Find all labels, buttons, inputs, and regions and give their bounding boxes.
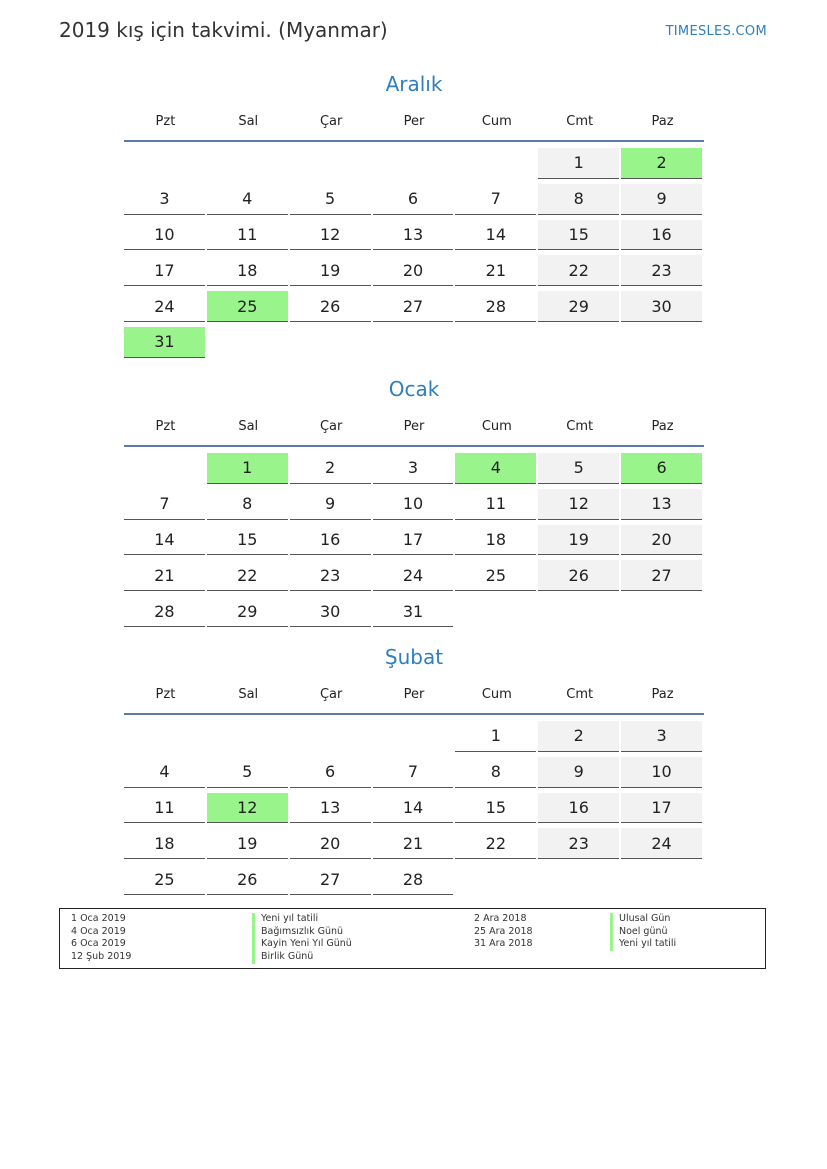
day-cell: 23 bbox=[538, 828, 619, 859]
day-cell: 26 bbox=[538, 560, 619, 591]
day-cell: 27 bbox=[373, 291, 454, 322]
empty-cell bbox=[124, 721, 205, 752]
day-cell: 22 bbox=[538, 255, 619, 286]
empty-cell bbox=[124, 148, 205, 179]
weekday-label: Cum bbox=[481, 419, 512, 434]
day-cell: 5 bbox=[538, 453, 619, 484]
day-grid bbox=[124, 451, 704, 630]
day-cell: 19 bbox=[207, 828, 288, 859]
empty-cell bbox=[207, 148, 288, 179]
month-calendar bbox=[124, 643, 704, 898]
day-cell: 28 bbox=[124, 596, 205, 627]
header-divider bbox=[124, 445, 704, 447]
month-title: Şubat bbox=[384, 645, 444, 669]
day-cell: 21 bbox=[455, 255, 536, 286]
weekday-label: Cmt bbox=[566, 687, 594, 702]
weekday-label: Sal bbox=[238, 114, 259, 129]
holiday-day-cell: 1 bbox=[207, 453, 288, 484]
weekday-header bbox=[124, 417, 704, 437]
day-cell: 19 bbox=[290, 255, 371, 286]
weekday-label: Per bbox=[403, 114, 425, 129]
day-cell: 22 bbox=[455, 828, 536, 859]
day-cell: 30 bbox=[290, 596, 371, 627]
holiday-legend bbox=[59, 908, 766, 969]
day-cell: 26 bbox=[290, 291, 371, 322]
legend-date: 2 Ara 2018 bbox=[474, 913, 527, 924]
empty-cell bbox=[207, 721, 288, 752]
day-cell: 7 bbox=[124, 489, 205, 520]
day-cell: 28 bbox=[455, 291, 536, 322]
holiday-day-cell: 6 bbox=[621, 453, 702, 484]
day-cell: 25 bbox=[124, 864, 205, 895]
day-cell: 19 bbox=[538, 525, 619, 556]
legend-holiday-name: Yeni yıl tatili bbox=[252, 913, 352, 926]
day-cell: 25 bbox=[455, 560, 536, 591]
day-cell: 16 bbox=[290, 525, 371, 556]
legend-date: 6 Oca 2019 bbox=[71, 938, 126, 950]
weekday-label: Pzt bbox=[155, 114, 176, 129]
day-cell: 21 bbox=[373, 828, 454, 859]
empty-cell bbox=[373, 148, 454, 179]
legend-holiday-name: Birlik Günü bbox=[252, 951, 352, 964]
day-cell: 9 bbox=[290, 489, 371, 520]
legend-dates-left bbox=[71, 913, 131, 964]
weekday-header bbox=[124, 112, 704, 132]
empty-cell bbox=[124, 453, 205, 484]
day-cell: 16 bbox=[621, 220, 702, 251]
day-cell: 24 bbox=[124, 291, 205, 322]
day-cell: 1 bbox=[455, 721, 536, 752]
day-cell: 12 bbox=[538, 489, 619, 520]
day-cell: 7 bbox=[373, 757, 454, 788]
weekday-label: Paz bbox=[651, 687, 674, 702]
day-cell: 10 bbox=[124, 220, 205, 251]
weekday-label: Sal bbox=[238, 687, 259, 702]
holiday-day-cell: 25 bbox=[207, 291, 288, 322]
day-cell: 20 bbox=[290, 828, 371, 859]
weekday-label: Pzt bbox=[155, 687, 176, 702]
legend-holiday-name: Yeni yıl tatili bbox=[610, 938, 676, 951]
legend-holiday-name: Noel günü bbox=[610, 926, 676, 939]
weekday-label: Cum bbox=[481, 114, 512, 129]
holiday-day-cell: 31 bbox=[124, 327, 205, 358]
day-cell: 17 bbox=[373, 525, 454, 556]
weekday-label: Cum bbox=[481, 687, 512, 702]
day-cell: 23 bbox=[290, 560, 371, 591]
day-cell: 27 bbox=[290, 864, 371, 895]
day-cell: 27 bbox=[621, 560, 702, 591]
day-cell: 11 bbox=[124, 793, 205, 824]
day-cell: 13 bbox=[621, 489, 702, 520]
day-cell: 26 bbox=[207, 864, 288, 895]
legend-dates-right bbox=[474, 913, 533, 951]
page-title: 2019 kış için takvimi. (Myanmar) bbox=[59, 18, 388, 42]
day-cell: 10 bbox=[373, 489, 454, 520]
day-cell: 3 bbox=[373, 453, 454, 484]
day-cell: 30 bbox=[621, 291, 702, 322]
day-cell: 22 bbox=[207, 560, 288, 591]
header-divider bbox=[124, 713, 704, 715]
day-cell: 3 bbox=[621, 721, 702, 752]
weekday-label: Pzt bbox=[155, 419, 176, 434]
day-cell: 8 bbox=[455, 757, 536, 788]
day-cell: 6 bbox=[373, 184, 454, 215]
empty-cell bbox=[373, 721, 454, 752]
legend-date: 25 Ara 2018 bbox=[474, 925, 533, 937]
weekday-label: Sal bbox=[238, 419, 259, 434]
month-calendar bbox=[124, 375, 704, 630]
holiday-day-cell: 12 bbox=[207, 793, 288, 824]
weekday-label: Çar bbox=[319, 114, 343, 129]
weekday-label: Paz bbox=[651, 419, 674, 434]
header-divider bbox=[124, 140, 704, 142]
legend-holiday-name: Ulusal Gün bbox=[610, 913, 676, 926]
day-cell: 20 bbox=[621, 525, 702, 556]
day-cell: 24 bbox=[373, 560, 454, 591]
day-cell: 18 bbox=[455, 525, 536, 556]
day-cell: 17 bbox=[124, 255, 205, 286]
legend-holiday-name: Bağımsızlık Günü bbox=[252, 926, 352, 939]
day-cell: 5 bbox=[290, 184, 371, 215]
empty-cell bbox=[290, 721, 371, 752]
day-grid bbox=[124, 719, 704, 898]
day-cell: 16 bbox=[538, 793, 619, 824]
day-cell: 15 bbox=[538, 220, 619, 251]
legend-date: 4 Oca 2019 bbox=[71, 925, 126, 937]
day-cell: 8 bbox=[538, 184, 619, 215]
day-cell: 28 bbox=[373, 864, 454, 895]
day-cell: 14 bbox=[124, 525, 205, 556]
day-cell: 7 bbox=[455, 184, 536, 215]
month-title: Ocak bbox=[388, 377, 440, 401]
weekday-label: Çar bbox=[319, 687, 343, 702]
empty-cell bbox=[290, 148, 371, 179]
day-cell: 3 bbox=[124, 184, 205, 215]
legend-names-right bbox=[610, 913, 676, 951]
weekday-label: Per bbox=[403, 419, 425, 434]
weekday-label: Cmt bbox=[566, 114, 594, 129]
day-cell: 18 bbox=[207, 255, 288, 286]
day-grid bbox=[124, 146, 704, 361]
brand-link[interactable]: TIMESLES.COM bbox=[665, 24, 767, 39]
day-cell: 1 bbox=[538, 148, 619, 179]
day-cell: 11 bbox=[455, 489, 536, 520]
day-cell: 14 bbox=[455, 220, 536, 251]
day-cell: 5 bbox=[207, 757, 288, 788]
day-cell: 23 bbox=[621, 255, 702, 286]
day-cell: 21 bbox=[124, 560, 205, 591]
month-title: Aralık bbox=[385, 72, 443, 96]
day-cell: 9 bbox=[621, 184, 702, 215]
day-cell: 2 bbox=[538, 721, 619, 752]
legend-date: 12 Şub 2019 bbox=[71, 951, 132, 963]
weekday-label: Cmt bbox=[566, 419, 594, 434]
day-cell: 20 bbox=[373, 255, 454, 286]
legend-names-left bbox=[252, 913, 352, 964]
day-cell: 13 bbox=[373, 220, 454, 251]
weekday-label: Per bbox=[403, 687, 425, 702]
weekday-label: Paz bbox=[651, 114, 674, 129]
day-cell: 31 bbox=[373, 596, 454, 627]
day-cell: 9 bbox=[538, 757, 619, 788]
day-cell: 10 bbox=[621, 757, 702, 788]
day-cell: 18 bbox=[124, 828, 205, 859]
month-calendar bbox=[124, 70, 704, 361]
day-cell: 12 bbox=[290, 220, 371, 251]
day-cell: 15 bbox=[207, 525, 288, 556]
holiday-day-cell: 4 bbox=[455, 453, 536, 484]
day-cell: 11 bbox=[207, 220, 288, 251]
day-cell: 29 bbox=[538, 291, 619, 322]
holiday-day-cell: 2 bbox=[621, 148, 702, 179]
day-cell: 8 bbox=[207, 489, 288, 520]
weekday-label: Çar bbox=[319, 419, 343, 434]
day-cell: 13 bbox=[290, 793, 371, 824]
day-cell: 24 bbox=[621, 828, 702, 859]
day-cell: 4 bbox=[124, 757, 205, 788]
day-cell: 14 bbox=[373, 793, 454, 824]
day-cell: 4 bbox=[207, 184, 288, 215]
day-cell: 17 bbox=[621, 793, 702, 824]
legend-date: 1 Oca 2019 bbox=[71, 913, 126, 924]
day-cell: 6 bbox=[290, 757, 371, 788]
day-cell: 2 bbox=[290, 453, 371, 484]
legend-date: 31 Ara 2018 bbox=[474, 938, 533, 950]
empty-cell bbox=[455, 148, 536, 179]
legend-holiday-name: Kayin Yeni Yıl Günü bbox=[252, 938, 352, 951]
day-cell: 29 bbox=[207, 596, 288, 627]
weekday-header bbox=[124, 685, 704, 705]
day-cell: 15 bbox=[455, 793, 536, 824]
